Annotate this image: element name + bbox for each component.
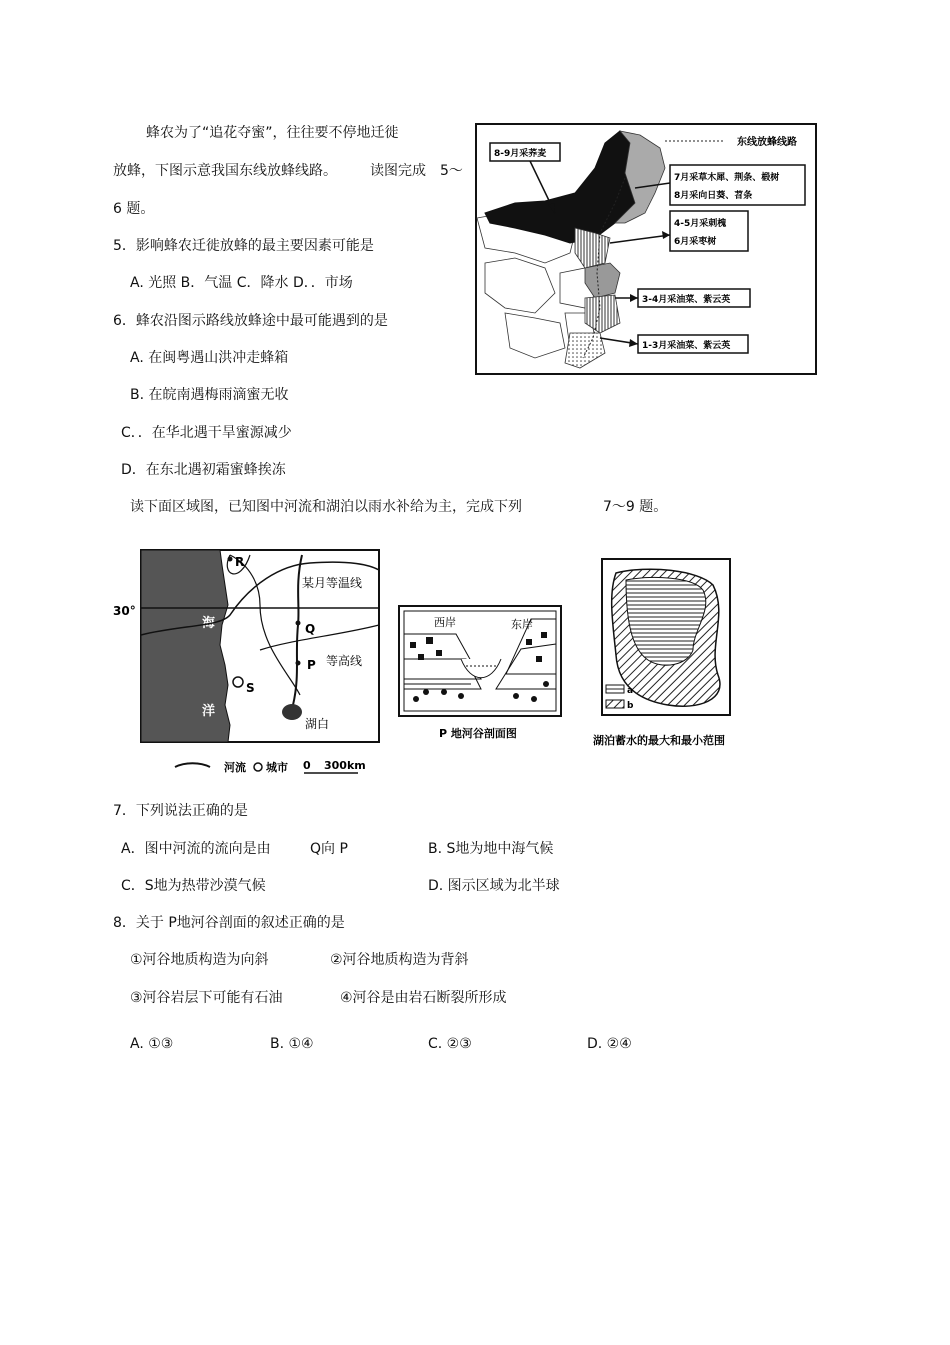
q8-statement-1: ①河谷地质构造为向斜 bbox=[130, 952, 269, 968]
sea-char-2: 洋 bbox=[202, 704, 216, 719]
q6-option-c: C．．在华北遇干旱蜜源减少 bbox=[121, 425, 292, 441]
read2-b: 7～9 题。 bbox=[603, 499, 668, 515]
map1-box4: 3-4月采油菜、紫云英 bbox=[642, 295, 731, 305]
legend-scale: 300km bbox=[324, 759, 366, 772]
map1-box3b: 6月采枣树 bbox=[674, 237, 717, 247]
label-lake: 湖白 bbox=[305, 717, 330, 731]
label-isotherm: 某月等温线 bbox=[302, 576, 363, 590]
intro-line2b: 读图完成 bbox=[370, 163, 426, 179]
q8-stem: 8．关于 P地河谷剖面的叙述正确的是 bbox=[113, 915, 345, 931]
q7-option-a: A．图中河流的流向是由 bbox=[121, 841, 271, 857]
intro-line1: 蜂农为了“追花夺蜜”，往往要不停地迁徙 bbox=[146, 125, 399, 141]
section-west: 西岸 bbox=[434, 616, 456, 629]
q6-option-b: B. 在皖南遇梅雨滴蜜无收 bbox=[130, 387, 289, 403]
map1-box5: 1-3月采油菜、紫云英 bbox=[642, 341, 731, 351]
legend-scale0: 0 bbox=[303, 759, 311, 772]
map1-box2a: 7月采草木犀、荆条、椴树 bbox=[674, 173, 780, 183]
q7-option-b: B. S地为地中海气候 bbox=[428, 841, 554, 857]
lake-caption: 湖泊蓄水的最大和最小范围 bbox=[593, 734, 725, 747]
q8-option-d: D. ②④ bbox=[587, 1036, 632, 1052]
q8-statement-2: ②河谷地质构造为背斜 bbox=[330, 952, 469, 968]
legend-city: 城市 bbox=[266, 761, 288, 774]
region-map bbox=[110, 545, 390, 780]
q8-statement-4: ④河谷是由岩石断裂所形成 bbox=[340, 990, 507, 1006]
sea-char-1: 海 bbox=[202, 616, 216, 631]
valley-section bbox=[396, 604, 566, 749]
q7-option-a2: Q向 P bbox=[310, 841, 348, 857]
read2-a: 读下面区域图，已知图中河流和湖泊以雨水补给为主，完成下列 bbox=[130, 499, 522, 515]
q8-option-c: C. ②③ bbox=[428, 1036, 472, 1052]
bee-route-map bbox=[475, 123, 817, 375]
intro-line3: 6 题。 bbox=[113, 201, 155, 217]
lake-legend-b: b bbox=[627, 701, 634, 711]
q6-option-a: A. 在闽粤遇山洪冲走蜂箱 bbox=[130, 350, 289, 366]
map1-box3a: 4-5月采刺槐 bbox=[674, 219, 727, 229]
intro-line2a: 放蜂，下图示意我国东线放蜂线路。 bbox=[113, 163, 337, 179]
intro-line2c: 5～ bbox=[440, 163, 463, 179]
lake-range-diagram bbox=[588, 555, 758, 755]
lat-label: 30° bbox=[113, 604, 136, 618]
q7-stem: 7．下列说法正确的是 bbox=[113, 803, 248, 819]
map1-legend: 东线放蜂线路 bbox=[737, 137, 797, 148]
lake-legend-a: a bbox=[627, 686, 634, 696]
label-q: Q bbox=[305, 622, 316, 636]
label-p: P bbox=[307, 658, 316, 672]
label-s: S bbox=[246, 681, 255, 695]
section-east: 东岸 bbox=[511, 618, 533, 631]
section-caption: P 地河谷剖面图 bbox=[439, 727, 517, 740]
q5-options: A. 光照 B．气温 C．降水 D．．市场 bbox=[130, 275, 353, 291]
q7-option-c: C．S地为热带沙漠气候 bbox=[121, 878, 266, 894]
map1-box2b: 8月采向日葵、苕条 bbox=[674, 191, 753, 201]
q6-option-d: D．在东北遇初霜蜜蜂挨冻 bbox=[121, 462, 286, 478]
legend-river: 河流 bbox=[224, 761, 246, 774]
q8-option-a: A. ①③ bbox=[130, 1036, 174, 1052]
label-contour: 等高线 bbox=[326, 654, 363, 668]
q8-option-b: B. ①④ bbox=[270, 1036, 314, 1052]
map1-box1: 8-9月采荞麦 bbox=[494, 149, 547, 159]
label-r: R bbox=[235, 555, 245, 569]
q7-option-d: D. 图示区域为北半球 bbox=[428, 878, 560, 894]
q8-statement-3: ③河谷岩层下可能有石油 bbox=[130, 990, 283, 1006]
q5-stem: 5．影响蜂农迁徙放蜂的最主要因素可能是 bbox=[113, 238, 374, 254]
q6-stem: 6．蜂农沿图示路线放蜂途中最可能遇到的是 bbox=[113, 313, 388, 329]
